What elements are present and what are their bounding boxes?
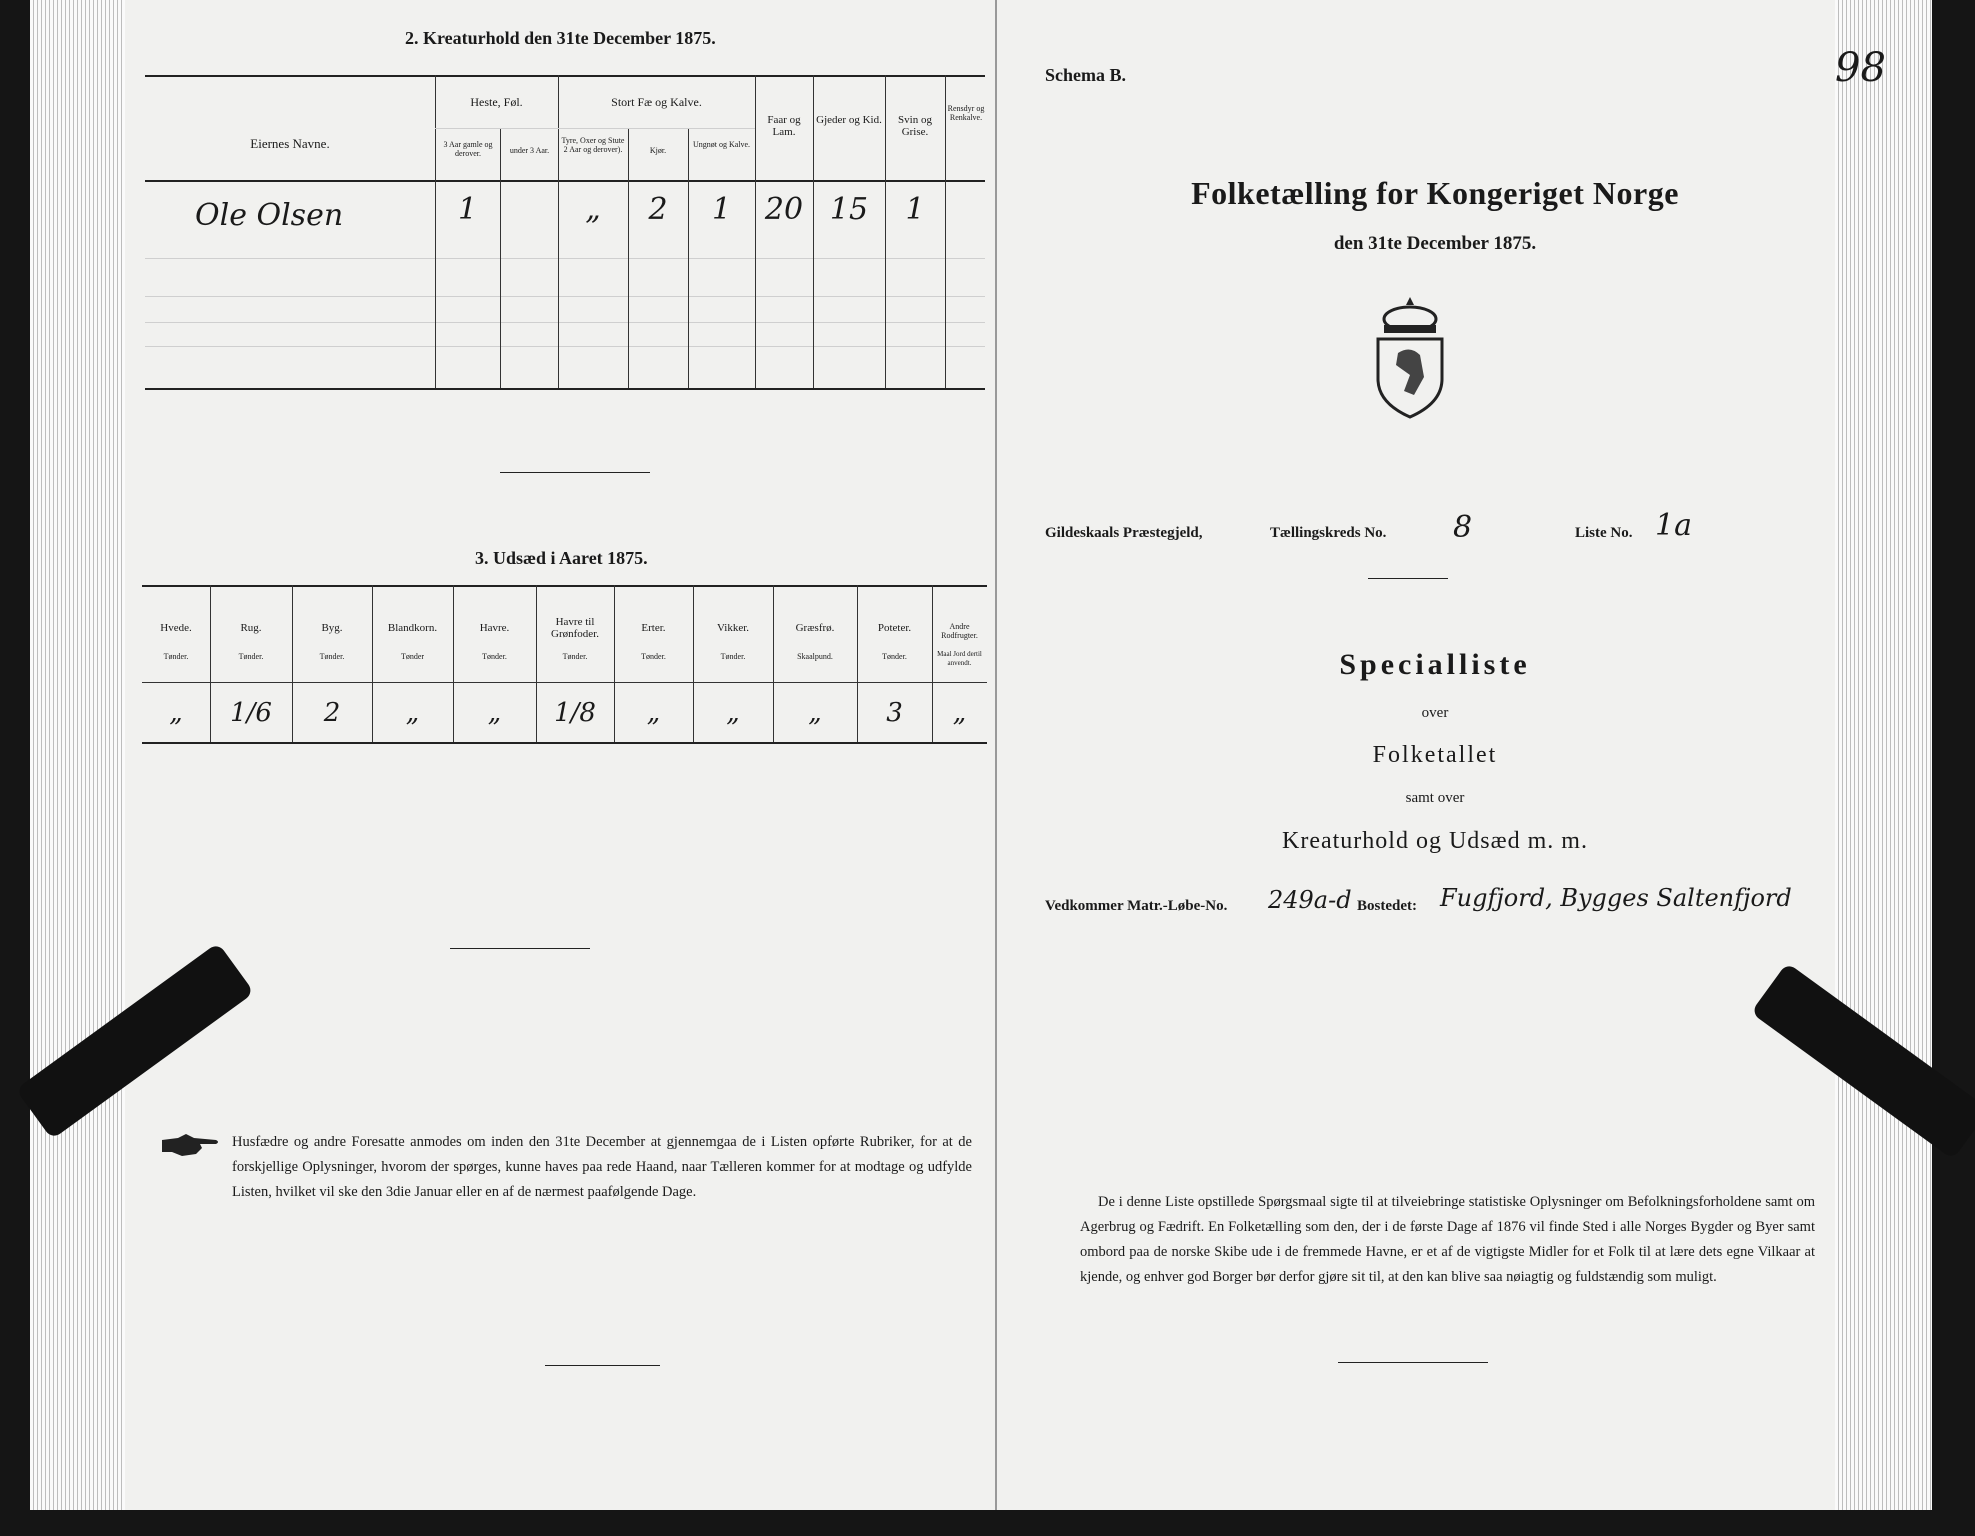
seed-header-10: Andre Rodfrugter.: [941, 622, 978, 640]
cows-value: 2: [648, 192, 668, 227]
liste-value: 1a: [1655, 508, 1692, 543]
matr-label: Vedkommer Matr.-Løbe-No.: [1045, 898, 1228, 914]
seed-unit-9: Tønder.: [882, 652, 907, 661]
seed-unit-6: Tønder.: [641, 652, 666, 661]
footer-text: De i denne Liste opstillede Spørgsmaal sigte til at tilveiebringe statistiske Oplysninger om Befolkningsforholdene samt om Agerbrug og Fædrift. En Folketælling som den, der i de første Dage af 1876 vil finde Sted i alle Norges Bygder og Byer samt ombord paa de norske Skibe ude i de fremmede Havne, er et af de vigtigste Midler for et Folk til at lære dets egne Vilkaar at kjende, og enhver god Borger bør derfor gjøre sit til, at den kan blive saa nøiagtig og fuldstændig som muligt.: [1080, 1194, 1815, 1285]
seed-value-9: 3: [886, 698, 903, 728]
section2-title: 2. Kreaturhold den 31te December 1875.: [405, 28, 716, 48]
divider-5: [1338, 1362, 1488, 1363]
notice-text: Husfædre og andre Foresatte anmodes om inden den 31te December at gjennemgaa de i Listen opførte Rubriker, for at de forskjellige Oplysninger, hvorom der spørges, kunne haves paa rede Haand, naar Tælleren kommer for at modtage og udfylde Listen, hvilket vil ske den 3die Januar eller en af de nærmest paafølgende Dage.: [232, 1134, 972, 1200]
bosted-label: Bostedet:: [1357, 898, 1417, 914]
seed-header-8: Græsfrø.: [795, 622, 835, 634]
young-cattle-header: Ungnøt og Kalve.: [692, 140, 751, 149]
divider-4: [1368, 578, 1448, 579]
schema-label: Schema B.: [1045, 65, 1126, 85]
kreds-label: Tællingskreds No.: [1270, 525, 1387, 541]
seed-unit-3: Tønder: [400, 652, 425, 661]
census-date: den 31te December 1875.: [1333, 233, 1537, 254]
samt-over-label: samt over: [1405, 790, 1465, 806]
bosted-value: Fugfjord, Bygges Saltenfjord: [1440, 884, 1792, 912]
reindeer-header: Rensdyr og Renkalve.: [947, 104, 985, 122]
parish-label: Gildeskaals Præstegjeld,: [1045, 525, 1203, 541]
seed-value-5: 1/8: [554, 698, 596, 728]
cattle-header: Stort Fæ og Kalve.: [611, 95, 702, 109]
owner-header: Eiernes Navne.: [250, 136, 330, 151]
seed-unit-4: Tønder.: [482, 652, 507, 661]
horses-old-header: 3 Aar gamle og derover.: [443, 140, 493, 158]
goats-header: Gjeder og Kid.: [816, 114, 882, 126]
liste-label: Liste No.: [1575, 525, 1633, 541]
horses-header: Heste, Føl.: [470, 95, 523, 109]
seed-unit-7: Tønder.: [720, 652, 746, 661]
owner-name: Ole Olsen: [195, 198, 344, 233]
kreaturhold-label: Kreaturhold og Udsæd m. m.: [1282, 828, 1588, 854]
seed-value-6: „: [646, 698, 661, 728]
right-page-edge: [1835, 0, 1932, 1510]
cows-header: Kjør.: [649, 146, 667, 155]
special-title: Specialliste: [1339, 648, 1531, 681]
section3-title: 3. Udsæd i Aaret 1875.: [475, 548, 648, 568]
seed-unit-2: Tønder.: [319, 652, 345, 661]
seed-header-9: Poteter.: [877, 622, 912, 634]
seed-unit-10: Maal Jord dertil anvendt.: [937, 650, 982, 667]
seed-unit-5: Tønder.: [562, 652, 588, 661]
seed-unit-1: Tønder.: [238, 652, 264, 661]
seed-header-3: Blandkorn.: [387, 622, 438, 634]
left-page-edge: [30, 0, 125, 1510]
pigs-header: Svin og Grise.: [898, 114, 932, 138]
seed-header-2: Byg.: [321, 622, 343, 634]
young-cattle-value: 1: [711, 192, 732, 227]
goats-value: 15: [829, 192, 869, 227]
seed-value-0: „: [169, 698, 183, 728]
seed-header-0: Hvede.: [160, 622, 192, 634]
seed-value-2: 2: [323, 698, 341, 728]
divider-2: [450, 948, 590, 949]
horses-young-header: under 3 Aar.: [509, 146, 550, 155]
divider-1: [500, 472, 650, 473]
over-1: over: [1421, 705, 1449, 721]
pigs-value: 1: [905, 192, 925, 227]
sheep-header: Faar og Lam.: [767, 114, 801, 138]
seed-unit-8: Skaalpund.: [797, 652, 833, 661]
horses-old-value: 1: [457, 192, 478, 227]
seed-value-4: „: [487, 698, 502, 728]
seed-value-8: „: [808, 698, 822, 728]
sheep-value: 20: [764, 192, 804, 227]
seed-value-10: „: [952, 698, 967, 728]
seed-value-1: 1/6: [230, 698, 272, 728]
kreds-value: 8: [1453, 510, 1473, 545]
seed-header-4: Havre.: [479, 622, 510, 634]
seed-header-7: Vikker.: [716, 622, 750, 634]
coat-of-arms-icon: [1370, 295, 1450, 420]
seed-value-3: „: [405, 698, 420, 728]
seed-header-1: Rug.: [240, 622, 262, 634]
main-title: Folketælling for Kongeriget Norge: [1191, 175, 1679, 211]
divider-3: [545, 1365, 660, 1366]
folio-number: 98: [1835, 45, 1886, 91]
pointing-hand-icon: [160, 1132, 220, 1158]
seed-value-7: „: [726, 698, 740, 728]
folketallet-label: Folketallet: [1372, 742, 1498, 768]
matr-value: 249a-d: [1268, 886, 1352, 914]
seed-unit-0: Tønder.: [163, 652, 189, 661]
seed-header-5: Havre til Grønfoder.: [551, 616, 599, 640]
bulls-value: „: [585, 192, 601, 227]
seed-header-6: Erter.: [641, 622, 666, 634]
bulls-header: Tyre, Oxer og Stute 2 Aar og derover).: [561, 136, 625, 154]
